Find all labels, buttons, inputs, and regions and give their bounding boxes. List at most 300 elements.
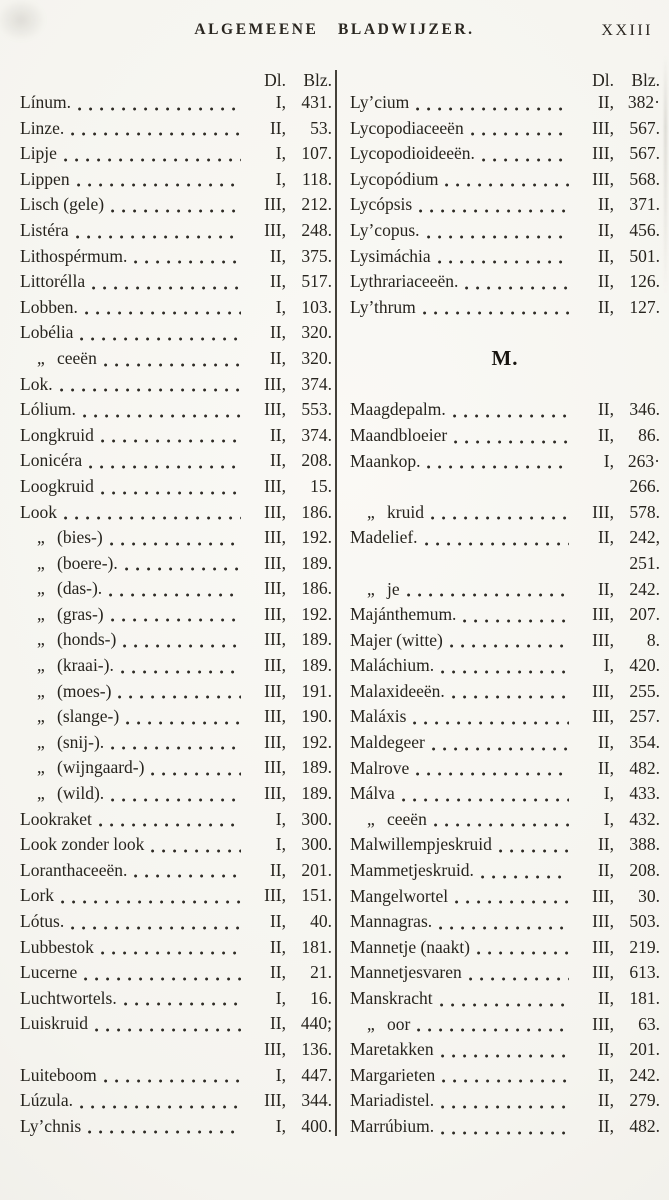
volume-numeral: II, <box>269 322 286 343</box>
entry-name: Lisch (gele) <box>20 194 105 215</box>
page-number: 344. <box>301 1090 332 1111</box>
entry-name: Málva <box>350 783 395 804</box>
entry-name: (kraai-). <box>57 655 114 676</box>
entry-name: Loranthaceeën. <box>20 859 128 880</box>
dot-leader <box>452 695 569 699</box>
volume-numeral: II, <box>597 1115 614 1136</box>
index-entry <box>20 346 332 372</box>
dot-leader <box>109 593 241 597</box>
index-entry-continuation <box>20 1037 332 1063</box>
page-number: 107. <box>301 143 332 164</box>
index-entry <box>350 986 660 1012</box>
entry-name: Lythrariaceeën. <box>350 271 459 292</box>
index-entry <box>20 679 332 705</box>
volume-numeral: II, <box>269 271 286 292</box>
index-entry <box>350 679 660 705</box>
volume-numeral: II, <box>597 296 614 317</box>
volume-numeral: III, <box>264 552 286 573</box>
entry-name: (moes-) <box>57 680 112 701</box>
dot-leader <box>427 235 569 239</box>
volume-numeral: II, <box>269 859 286 880</box>
index-entry <box>20 372 332 398</box>
ditto-mark: „ <box>37 552 45 573</box>
entry-name: Littorélla <box>20 271 86 292</box>
page-number: 189. <box>301 757 332 778</box>
dot-leader <box>450 644 569 648</box>
index-entry <box>350 1063 660 1089</box>
index-entry <box>350 423 660 449</box>
volume-numeral: III, <box>592 885 614 906</box>
index-entry <box>350 704 660 730</box>
page-number: 201. <box>301 859 332 880</box>
ditto-mark: „ <box>37 629 45 650</box>
page-number: 354. <box>629 732 660 753</box>
index-entry <box>20 218 332 244</box>
volume-numeral: III, <box>592 629 614 650</box>
entry-name: Mannetje (naakt) <box>350 936 471 957</box>
volume-numeral: III, <box>592 168 614 189</box>
running-title: ALGEMEENE BLADWIJZER. <box>194 21 475 38</box>
dot-leader <box>407 593 569 597</box>
entry-name: Mannetjesvaren <box>350 962 462 983</box>
entry-name: Lork <box>20 885 55 906</box>
entry-name: Línum. <box>20 92 72 112</box>
page-column-header: Blz. <box>303 70 332 90</box>
volume-numeral: I, <box>275 92 286 112</box>
dot-leader <box>431 516 569 520</box>
entry-name: Lycopodioideeën. <box>350 143 475 164</box>
index-entry <box>350 602 660 628</box>
page-number: 192. <box>301 731 332 752</box>
volume-numeral: II, <box>269 936 286 957</box>
index-entry <box>20 269 332 295</box>
volume-numeral: III, <box>592 117 614 138</box>
page-number: 190. <box>301 706 332 727</box>
volume-numeral: III, <box>264 603 286 624</box>
dot-leader <box>413 721 569 725</box>
index-entry <box>20 90 332 116</box>
page-number: 186. <box>301 501 332 522</box>
index-entry <box>20 295 332 321</box>
section-heading-row <box>350 320 660 397</box>
volume-numeral: I, <box>275 1115 286 1136</box>
page-number: 346. <box>629 399 660 420</box>
entry-name: Loogkruid <box>20 475 94 496</box>
dot-leader <box>465 286 569 290</box>
entry-name: Mammetjeskruid. <box>350 860 474 881</box>
volume-numeral: II, <box>597 245 614 266</box>
volume-numeral: II, <box>597 988 614 1008</box>
volume-numeral: III, <box>264 578 286 599</box>
index-entry <box>350 730 660 756</box>
entry-name: Maláxis <box>350 706 407 727</box>
volume-numeral: III, <box>592 936 614 957</box>
entry-name: Lippen <box>20 168 70 189</box>
volume-numeral: II, <box>597 834 614 855</box>
page-column-header: Blz. <box>631 70 660 90</box>
dot-leader <box>111 618 241 622</box>
page-number: 191. <box>301 680 332 701</box>
ditto-mark: „ <box>367 501 375 522</box>
page-number: 431. <box>301 92 332 112</box>
entry-name: Lookraket <box>20 808 92 829</box>
entry-name: ceeën <box>57 347 97 368</box>
index-entry <box>20 730 332 756</box>
page-number: 208. <box>629 860 660 881</box>
page-number: 126. <box>629 271 660 292</box>
volume-numeral: III, <box>264 629 286 650</box>
scan-streak <box>664 55 667 295</box>
index-entry <box>20 807 332 833</box>
dot-leader <box>111 209 241 213</box>
dot-leader <box>89 465 241 469</box>
page-number: 192. <box>301 527 332 548</box>
index-entry <box>20 320 332 346</box>
index-entry <box>20 116 332 142</box>
index-entry <box>20 244 332 270</box>
volume-numeral: I, <box>275 834 286 855</box>
volume-numeral: III, <box>592 706 614 727</box>
index-entry <box>350 218 660 244</box>
dot-leader <box>439 926 569 930</box>
dot-leader <box>92 286 241 290</box>
dot-leader <box>151 849 241 853</box>
ditto-mark: „ <box>37 578 45 599</box>
dot-leader <box>64 158 241 162</box>
entry-name: (honds-) <box>57 629 117 650</box>
dot-leader <box>434 823 569 827</box>
volume-numeral: II, <box>269 347 286 368</box>
index-entry <box>20 1063 332 1089</box>
index-entry <box>350 1114 660 1140</box>
page-number: 567. <box>629 117 660 138</box>
index-entry <box>20 397 332 423</box>
folio-page-number: XXIII <box>601 22 653 39</box>
volume-numeral: II, <box>597 194 614 215</box>
index-entry <box>20 167 332 193</box>
dot-leader <box>151 772 241 776</box>
volume-numeral: I, <box>603 450 614 471</box>
entry-name: (das-). <box>57 578 103 599</box>
dot-leader <box>432 747 569 751</box>
ditto-mark: „ <box>37 603 45 624</box>
page-header <box>0 21 669 41</box>
dot-leader <box>419 209 569 213</box>
dot-leader <box>64 516 241 520</box>
volume-numeral: II, <box>269 424 286 445</box>
volume-numeral: III, <box>592 501 614 522</box>
volume-numeral: I, <box>603 783 614 804</box>
index-entry <box>350 807 660 833</box>
page-number: 127. <box>629 296 660 317</box>
index-entry <box>20 704 332 730</box>
dot-leader <box>104 363 241 367</box>
index-entry <box>350 628 660 654</box>
index-entry <box>350 167 660 193</box>
dot-leader <box>77 183 241 187</box>
entry-name: Look <box>20 501 57 522</box>
page-number: 212. <box>301 194 332 215</box>
entry-name: Malwillempjeskruid <box>350 834 492 855</box>
index-entry <box>350 116 660 142</box>
dot-leader <box>111 798 241 802</box>
dot-leader <box>441 1105 569 1109</box>
index-entry-continuation <box>350 474 660 500</box>
volume-numeral: III, <box>264 706 286 727</box>
index-entry <box>350 90 660 116</box>
ditto-mark: „ <box>367 1013 375 1034</box>
entry-name: Listéra <box>20 219 69 240</box>
index-entry <box>350 960 660 986</box>
volume-column-header: Dl. <box>592 70 614 90</box>
volume-numeral: III, <box>264 757 286 778</box>
dot-leader <box>118 695 241 699</box>
index-columns <box>20 62 660 1140</box>
entry-name: (gras-) <box>57 603 104 624</box>
dot-leader <box>477 951 569 955</box>
index-entry <box>350 1088 660 1114</box>
page-number: 400. <box>301 1115 332 1136</box>
dot-leader <box>61 900 241 904</box>
dot-leader <box>78 107 241 111</box>
volume-numeral: I, <box>275 808 286 829</box>
page-number: 300. <box>301 808 332 829</box>
page-number: 189. <box>301 552 332 573</box>
volume-numeral: III, <box>264 373 286 394</box>
index-entry <box>350 141 660 167</box>
entry-name: Maankop. <box>350 450 421 471</box>
volume-numeral: III, <box>592 962 614 983</box>
volume-numeral: II, <box>597 527 614 548</box>
volume-numeral: I, <box>603 808 614 829</box>
volume-numeral: III, <box>264 731 286 752</box>
page-number: 251. <box>629 552 660 573</box>
index-entry <box>350 192 660 218</box>
entry-name: Madelief. <box>350 527 418 548</box>
volume-numeral: I, <box>603 655 614 676</box>
page-number: 440; <box>300 1013 332 1034</box>
dot-leader <box>417 1028 569 1032</box>
dot-leader <box>71 132 241 136</box>
volume-numeral: II, <box>269 117 286 138</box>
dot-leader <box>99 823 241 827</box>
entry-name: (wijngaard-) <box>57 757 145 778</box>
entry-name: Maretakken <box>350 1039 434 1060</box>
entry-name: Maagdepalm. <box>350 399 446 420</box>
volume-numeral: II, <box>269 450 286 471</box>
page-number: 266. <box>629 476 660 497</box>
page-number: 186. <box>301 578 332 599</box>
index-entry <box>350 1037 660 1063</box>
page-number: 553. <box>301 399 332 420</box>
ditto-mark: „ <box>37 783 45 804</box>
entry-name: je <box>387 578 400 599</box>
dot-leader <box>499 849 569 853</box>
ditto-mark: „ <box>37 731 45 752</box>
entry-name: oor <box>387 1013 411 1034</box>
volume-numeral: I, <box>275 987 286 1008</box>
index-entry <box>20 858 332 884</box>
dot-leader <box>442 1079 569 1083</box>
index-entry <box>20 781 332 807</box>
dot-leader <box>60 388 241 392</box>
entry-name: Linze. <box>20 117 65 138</box>
dot-leader <box>445 183 569 187</box>
page-number: 456. <box>629 219 660 240</box>
volume-numeral: III, <box>264 1038 286 1059</box>
page-number: 567. <box>629 143 660 164</box>
page-number: 388. <box>629 834 660 855</box>
dot-leader <box>441 1131 569 1135</box>
volume-numeral: III, <box>264 194 286 215</box>
page-number: 279. <box>629 1090 660 1111</box>
dot-leader <box>134 260 241 264</box>
entry-name: Mangelwortel <box>350 885 449 906</box>
page-number: 21. <box>310 962 332 983</box>
dot-leader <box>441 670 569 674</box>
volume-numeral: II, <box>597 757 614 778</box>
page-number: 517. <box>301 271 332 292</box>
volume-numeral: III, <box>264 655 286 676</box>
entry-name: Lonicéra <box>20 450 83 471</box>
dot-leader <box>88 1130 241 1134</box>
dot-leader <box>123 644 241 648</box>
index-entry <box>20 525 332 551</box>
entry-name: Ly’cium <box>350 92 410 112</box>
entry-name: Mariadistel. <box>350 1090 435 1111</box>
index-entry <box>350 884 660 910</box>
volume-numeral: II, <box>269 1013 286 1034</box>
index-entry <box>20 909 332 935</box>
page-number: 181. <box>301 936 332 957</box>
page-number: 320. <box>301 322 332 343</box>
volume-numeral: III, <box>264 219 286 240</box>
index-entry <box>20 448 332 474</box>
volume-numeral: III, <box>264 885 286 906</box>
entry-name: Malaxideeën. <box>350 680 445 701</box>
entry-name: Lucerne <box>20 962 78 983</box>
index-entry <box>20 883 332 909</box>
page-number: 613. <box>629 962 660 983</box>
entry-name: kruid <box>387 501 424 522</box>
entry-name: Margarieten <box>350 1064 436 1085</box>
page-number: 300. <box>301 834 332 855</box>
ditto-mark: „ <box>37 706 45 727</box>
dot-leader <box>425 542 569 546</box>
index-entry <box>350 858 660 884</box>
entry-name: Luiteboom <box>20 1064 97 1085</box>
volume-numeral: II, <box>597 732 614 753</box>
dot-leader <box>101 491 241 495</box>
index-entry <box>20 653 332 679</box>
page-number: 136. <box>301 1038 332 1059</box>
page-number: 568. <box>629 168 660 189</box>
dot-leader <box>438 260 569 264</box>
entry-name: ceeën <box>387 808 427 829</box>
index-entry <box>350 525 660 551</box>
page-number: 63. <box>638 1013 660 1034</box>
index-entry <box>350 295 660 321</box>
page-number: 482. <box>629 1115 660 1136</box>
index-entry <box>20 1088 332 1114</box>
entry-name: Lysimáchia <box>350 245 431 266</box>
entry-name: Longkruid <box>20 424 94 445</box>
ditto-mark: „ <box>37 757 45 778</box>
dot-leader <box>402 798 569 802</box>
page-number: 242. <box>629 578 660 599</box>
page-number: 15. <box>310 475 332 496</box>
volume-numeral: III, <box>592 1013 614 1034</box>
volume-numeral: II, <box>597 860 614 881</box>
page-number: 181. <box>629 988 660 1008</box>
entry-name: Majánthemum. <box>350 604 457 625</box>
page-number: 501. <box>629 245 660 266</box>
index-entry <box>20 960 332 986</box>
entry-list-right <box>350 90 660 1140</box>
entry-name: Ly’copus. <box>350 219 420 240</box>
dot-leader <box>101 439 241 443</box>
entry-name: Majer (witte) <box>350 629 443 650</box>
dot-leader <box>84 977 241 981</box>
entry-name: Lycopódium <box>350 168 439 189</box>
index-entry <box>20 1011 332 1037</box>
page-number: 374. <box>301 373 332 394</box>
ditto-mark: „ <box>367 808 375 829</box>
page-number: 503. <box>629 911 660 932</box>
entry-name: (snij-). <box>57 731 105 752</box>
entry-name: Lubbestok <box>20 936 94 957</box>
volume-numeral: II, <box>269 962 286 983</box>
page-number: 53. <box>310 117 332 138</box>
dot-leader <box>76 235 241 239</box>
dot-leader <box>101 951 241 955</box>
index-entry <box>350 756 660 782</box>
index-entry <box>20 1114 332 1140</box>
dot-leader <box>441 1054 569 1058</box>
volume-numeral: I, <box>275 296 286 317</box>
index-entry <box>20 935 332 961</box>
dot-leader <box>110 542 241 546</box>
volume-numeral: II, <box>597 271 614 292</box>
page-number: 420. <box>629 655 660 676</box>
dot-leader <box>80 337 241 341</box>
volume-numeral: II, <box>597 1090 614 1111</box>
entry-name: Luchtwortels. <box>20 987 117 1008</box>
column-header <box>20 62 332 90</box>
entry-name: Malrove <box>350 757 410 778</box>
dot-leader <box>454 440 569 444</box>
entry-name: Ly’thrum <box>350 296 416 317</box>
volume-numeral: I, <box>275 143 286 164</box>
volume-numeral: II, <box>269 245 286 266</box>
page-number: 151. <box>301 885 332 906</box>
dot-leader <box>471 132 569 136</box>
volume-numeral: II, <box>269 911 286 931</box>
dot-leader <box>427 465 569 469</box>
volume-numeral: III, <box>592 604 614 625</box>
ditto-mark: „ <box>367 578 375 599</box>
entry-name: Lobélia <box>20 322 74 343</box>
volume-column-header: Dl. <box>264 70 286 90</box>
volume-numeral: II, <box>597 1039 614 1060</box>
index-entry <box>20 832 332 858</box>
page-number: 257. <box>629 706 660 727</box>
dot-leader <box>80 1105 241 1109</box>
dot-leader <box>125 567 241 571</box>
page-number: 207. <box>629 604 660 625</box>
ditto-mark: „ <box>37 527 45 548</box>
volume-numeral: III, <box>264 680 286 701</box>
